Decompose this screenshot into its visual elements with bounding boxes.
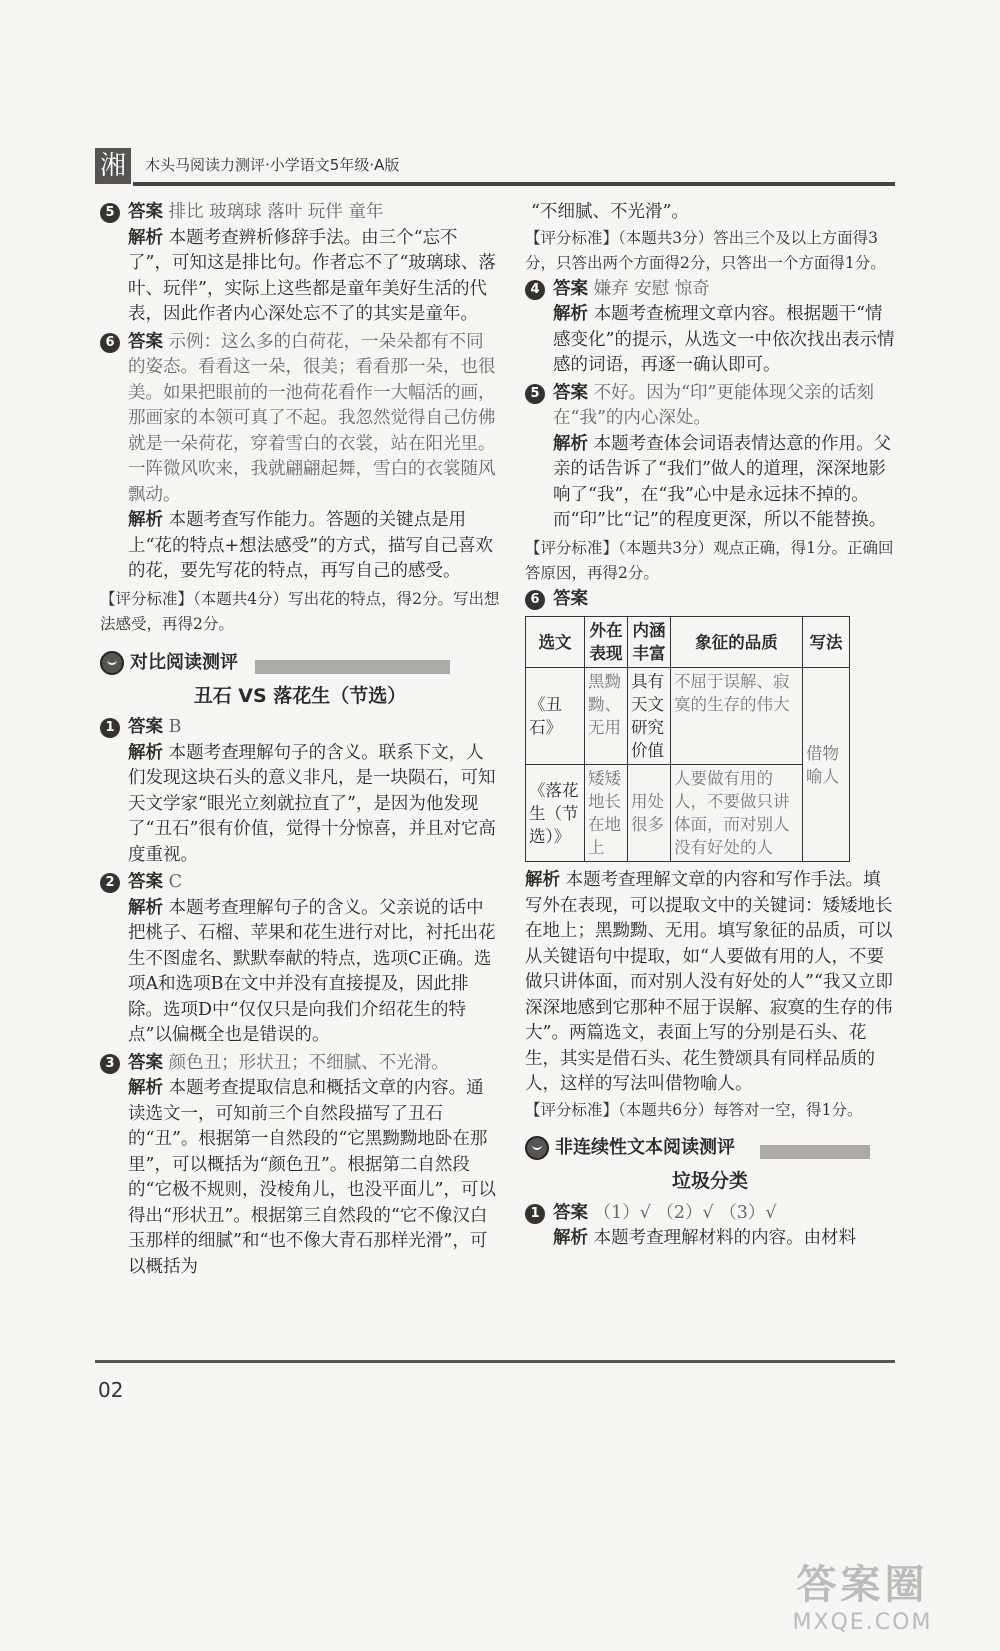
answer-label: 答案 xyxy=(128,717,163,737)
explanation-label: 解析 xyxy=(553,1228,588,1248)
table-header: 内涵丰富 xyxy=(628,617,671,668)
explanation-text: 本题考查提取信息和概括文章的内容。通读选文一，可知前三个自然段描写了丑石的“丑”。根据第一自然段的“它黑黝黝地卧在那里”，可以概括为“颜色丑”。根据第二自然段的“它极不规则，没棱角儿，也没平面儿”，可以得出“形状丑”。根据第三自然段的“它不像汉白玉那样的细腻”和“也不像大青石那样光滑”，可以概括为 xyxy=(128,1078,496,1277)
answer-label: 答案 xyxy=(128,331,163,352)
contrast-question-1 xyxy=(100,715,500,868)
contrast-question-2 xyxy=(100,870,500,1049)
table-cell: 借物喻人 xyxy=(803,668,850,862)
answer-line xyxy=(128,1051,500,1077)
explanation-text: 本题考查写作能力。答题的关键点是用上“花的特点+想法感受”的方式，描写自己喜欢的花，要先写花的特点，再写自己的感受。 xyxy=(128,510,494,581)
contrast-question-5 xyxy=(525,381,895,534)
section-heading-contrast xyxy=(100,648,500,680)
table-cell: 用处很多 xyxy=(628,765,671,862)
watermark-logo-text: 答案圈 xyxy=(796,1562,929,1608)
explanation-line xyxy=(128,508,500,585)
explanation-label: 解析 xyxy=(128,227,163,248)
question-number-badge: 4 xyxy=(525,280,545,300)
answer-label: 答案 xyxy=(128,202,163,222)
answer-line xyxy=(553,587,895,613)
noncontinuous-question-1 xyxy=(525,1201,895,1252)
answer-label: 答案 xyxy=(553,278,588,299)
left-column xyxy=(100,200,500,1282)
question-6 xyxy=(100,330,500,585)
question-5 xyxy=(100,200,500,328)
explanation-line xyxy=(128,226,500,328)
answer-line xyxy=(553,381,895,432)
answer-text: （1）√ （2）√ （3）√ xyxy=(593,1202,777,1223)
contrast-question-6 xyxy=(525,587,895,613)
explanation-text: 本题考查理解句子的含义。联系下文，人们发现这块石头的意义非凡，是一块陨石，可知天文学家“眼光立刻就拉直了”，是因为他发现了“丑石”很有价值，觉得十分惊喜，并且对它高度重视。 xyxy=(128,742,496,865)
question-number-badge: 1 xyxy=(525,1204,545,1224)
passage-title: 垃圾分类 xyxy=(671,1170,748,1192)
contrast-question-3 xyxy=(100,1051,500,1281)
section-bar xyxy=(760,1145,870,1159)
table-header: 象征的品质 xyxy=(671,617,803,668)
section-title: 非连续性文本阅读测评 xyxy=(555,1137,735,1158)
continued-text: “不细腻、不光滑”。 xyxy=(531,202,689,222)
explanation-line xyxy=(553,1226,895,1252)
explanation-line xyxy=(553,302,895,379)
question-number-badge: 2 xyxy=(100,873,120,893)
table-header: 写法 xyxy=(803,617,850,668)
explanation-line xyxy=(128,1076,500,1280)
table-cell: 《落花生（节选）》 xyxy=(526,765,585,862)
answer-label: 答案 xyxy=(553,1202,588,1223)
explanation-label: 解析 xyxy=(553,304,588,324)
explanation-line xyxy=(553,432,895,534)
page-number: 02 xyxy=(98,1378,124,1402)
table-cell: 具有天文研究价值 xyxy=(628,668,671,765)
explanation-text: 本题考查理解文章的内容和写作手法。填写外在表现，可以提取文中的关键词：矮矮地长在地上；黑黝黝、无用。填写象征的品质，可以从关键语句中提取，如“人要做有用的人，不要做只讲体面，而对别人没有好处的人”“我又立即深深地感到它那种不屈于误解、寂寞的生存的伟大”。两篇选文，表面上写的分别是石头、花生，其实是借石头、花生赞颂具有同样品质的人，这样的写法叫借物喻人。 xyxy=(525,870,893,1094)
footer-rule xyxy=(95,1360,895,1363)
reader-face-icon xyxy=(525,1136,549,1160)
table-cell: 《丑石》 xyxy=(526,668,585,765)
explanation-line xyxy=(128,896,500,1049)
question-number-badge: 3 xyxy=(100,1054,120,1074)
scoring-standard: 【评分标准】（本题共3分）观点正确，得1分。正确回答原因，再得2分。 xyxy=(525,538,894,582)
answer-text: 排比 玻璃球 落叶 玩伴 童年 xyxy=(168,202,384,222)
answer-text: 不好。因为“印”更能体现父亲的话刻在“我”的内心深处。 xyxy=(553,382,874,428)
answer-line xyxy=(128,330,500,509)
answer-text: C xyxy=(168,872,182,892)
answer-text: B xyxy=(168,717,182,737)
answer-label: 答案 xyxy=(553,382,588,403)
question-number-badge: 6 xyxy=(525,590,545,610)
explanation-label: 解析 xyxy=(128,510,163,530)
passage-title: 丑石 VS 落花生（节选） xyxy=(193,684,407,707)
answer-line xyxy=(128,715,500,741)
table-cell: 人要做有用的人，不要做只讲体面，而对别人没有好处的人 xyxy=(671,765,803,862)
table-header-row xyxy=(526,617,850,668)
table-header: 选文 xyxy=(526,617,585,668)
answer-text: 颜色丑；形状丑；不细腻、不光滑。 xyxy=(168,1052,449,1073)
site-watermark xyxy=(780,1553,945,1633)
explanation-label: 解析 xyxy=(553,433,588,454)
table-cell: 黑黝黝、无用 xyxy=(585,668,628,765)
explanation-label: 解析 xyxy=(525,870,560,890)
answer-line xyxy=(128,870,500,896)
section-bar xyxy=(255,660,450,674)
question-number-badge: 5 xyxy=(100,203,120,223)
question-number-badge: 1 xyxy=(100,718,120,738)
answer-line xyxy=(553,277,895,303)
explanation-text: 本题考查梳理文章内容。根据题干“情感变化”的提示，从选文一中依次找出表示情感的词语，再逐一确认即可。 xyxy=(553,304,895,375)
table-row xyxy=(526,668,850,765)
answer-label: 答案 xyxy=(128,1052,163,1073)
table-row xyxy=(526,765,850,862)
scoring-standard: 【评分标准】（本题共6分）每答对一空，得1分。 xyxy=(525,1100,863,1119)
right-column xyxy=(525,200,895,1254)
table-header: 外在表现 xyxy=(585,617,628,668)
table-cell: 不屈于误解、寂寞的生存的伟大 xyxy=(671,668,803,765)
answer-text: 嫌弃 安慰 惊奇 xyxy=(593,278,710,299)
publisher-logo: 湘 xyxy=(95,148,131,184)
section-title: 对比阅读测评 xyxy=(130,651,238,673)
explanation-label: 解析 xyxy=(128,1078,163,1098)
contrast-question-4 xyxy=(525,277,895,379)
scoring-standard: 【评分标准】（本题共3分）答出三个及以上方面得3分，只答出两个方面得2分，只答出一个方面得1分。 xyxy=(525,228,886,272)
answer-label: 答案 xyxy=(128,872,163,892)
answer-line xyxy=(553,1201,895,1227)
answer-text: 示例：这么多的白荷花，一朵朵都有不同的姿态。看看这一朵，很美；看看那一朵，也很美。如果把眼前的一池荷花看作一大幅活的画，那画家的本领可真了不起。我忽然觉得自己仿佛就是一朵荷花，穿着雪白的衣裳，站在阳光里。一阵微风吹来，我就翩翩起舞，雪白的衣裳随风飘动。 xyxy=(128,331,496,505)
symbolism-table xyxy=(525,616,850,862)
explanation-text: 本题考查辨析修辞手法。由三个“忘不了”，可知这是排比句。作者忘不了“玻璃球、落叶、玩伴”，实际上这些都是童年美好生活的代表，因此作者内心深处忘不了的其实是童年。 xyxy=(128,227,496,324)
explanation-line xyxy=(525,868,895,1098)
header-rule xyxy=(133,182,895,186)
question-number-badge: 5 xyxy=(525,384,545,404)
table-cell: 矮矮地长在地上 xyxy=(585,765,628,862)
explanation-line xyxy=(128,741,500,869)
watermark-url: MXQE.COM xyxy=(792,1610,933,1635)
explanation-label: 解析 xyxy=(128,742,163,763)
explanation-text: 本题考查体会词语表情达意的作用。父亲的话告诉了“我们”做人的道理，深深地影响了“我”，在“我”心中是永远抹不掉的。而“印”比“记”的程度更深，所以不能替换。 xyxy=(553,433,892,530)
header-title: 木头马阅读力测评·小学语文5年级·A版 xyxy=(145,156,400,174)
scoring-standard: 【评分标准】（本题共4分）写出花的特点，得2分。写出想法感受，再得2分。 xyxy=(100,589,500,633)
section-heading-noncontinuous xyxy=(525,1133,895,1165)
reader-face-icon xyxy=(100,651,124,675)
explanation-text: 本题考查理解材料的内容。由材料 xyxy=(593,1228,857,1248)
page-header xyxy=(95,148,895,186)
answer-line xyxy=(128,200,500,226)
explanation-text: 本题考查理解句子的含义。父亲说的话中把桃子、石榴、苹果和花生进行对比，衬托出花生不图虚名、默默奉献的特点，选项C正确。选项A和选项B在文中并没有直接提及，因此排除。选项D中“仅仅只是向我们介绍花生的特点”以偏概全也是错误的。 xyxy=(128,897,496,1045)
explanation-label: 解析 xyxy=(128,897,163,918)
answer-label: 答案 xyxy=(553,588,588,609)
question-number-badge: 6 xyxy=(100,333,120,353)
